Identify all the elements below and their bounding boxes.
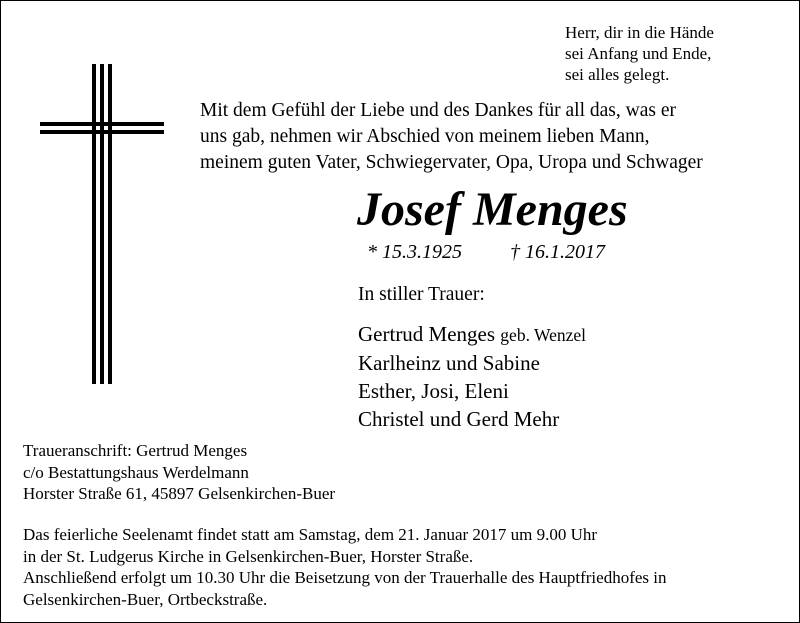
- intro-line: uns gab, nehmen wir Abschied von meinem lieben Mann,: [200, 126, 650, 147]
- mourner-line: [358, 320, 586, 349]
- verse-line: sei alles gelegt.: [565, 65, 670, 84]
- mourner-name: Gertrud Menges: [358, 322, 496, 346]
- bible-verse: [565, 22, 714, 85]
- address-line: c/o Bestattungshaus Werdelmann: [23, 462, 249, 482]
- verse-line: Herr, dir in die Hände: [565, 23, 714, 42]
- service-line: Anschließend erfolgt um 10.30 Uhr die Beisetzung von der Trauerhalle des Hauptfriedhofes in: [23, 568, 667, 587]
- address-line: Horster Straße 61, 45897 Gelsenkirchen-Buer: [23, 484, 336, 503]
- birth-date: * 15.3.1925: [367, 241, 462, 263]
- mourner-maiden-name: geb. Wenzel: [500, 325, 587, 345]
- intro-text: [200, 98, 703, 176]
- deceased-name: Josef Menges: [357, 183, 628, 236]
- verse-line: sei Anfang und Ende,: [565, 44, 712, 63]
- mourner-line: Esther, Josi, Eleni: [358, 379, 509, 403]
- cross-icon: [40, 64, 164, 384]
- service-line: in der St. Ludgerus Kirche in Gelsenkirchen-Buer, Horster Straße.: [23, 546, 474, 566]
- intro-line: Mit dem Gefühl der Liebe und des Dankes für all das, was er: [200, 100, 676, 121]
- service-line: Das feierliche Seelenamt findet statt am Samstag, dem 21. Januar 2017 um 9.00 Uhr: [23, 525, 598, 544]
- address-line: Traueranschrift: Gertrud Menges: [23, 441, 248, 460]
- service-line: Gelsenkirchen-Buer, Ortbeckstraße.: [23, 589, 268, 609]
- mourning-heading: In stiller Trauer:: [358, 284, 485, 305]
- service-info: [23, 524, 667, 610]
- mourning-address: [23, 440, 335, 505]
- mourners-list: [358, 320, 586, 433]
- mourner-line: Karlheinz und Sabine: [358, 351, 540, 375]
- mourner-line: Christel und Gerd Mehr: [358, 407, 560, 431]
- intro-line: meinem guten Vater, Schwiegervater, Opa, Uropa und Schwager: [200, 152, 703, 173]
- death-date: † 16.1.2017: [510, 241, 605, 263]
